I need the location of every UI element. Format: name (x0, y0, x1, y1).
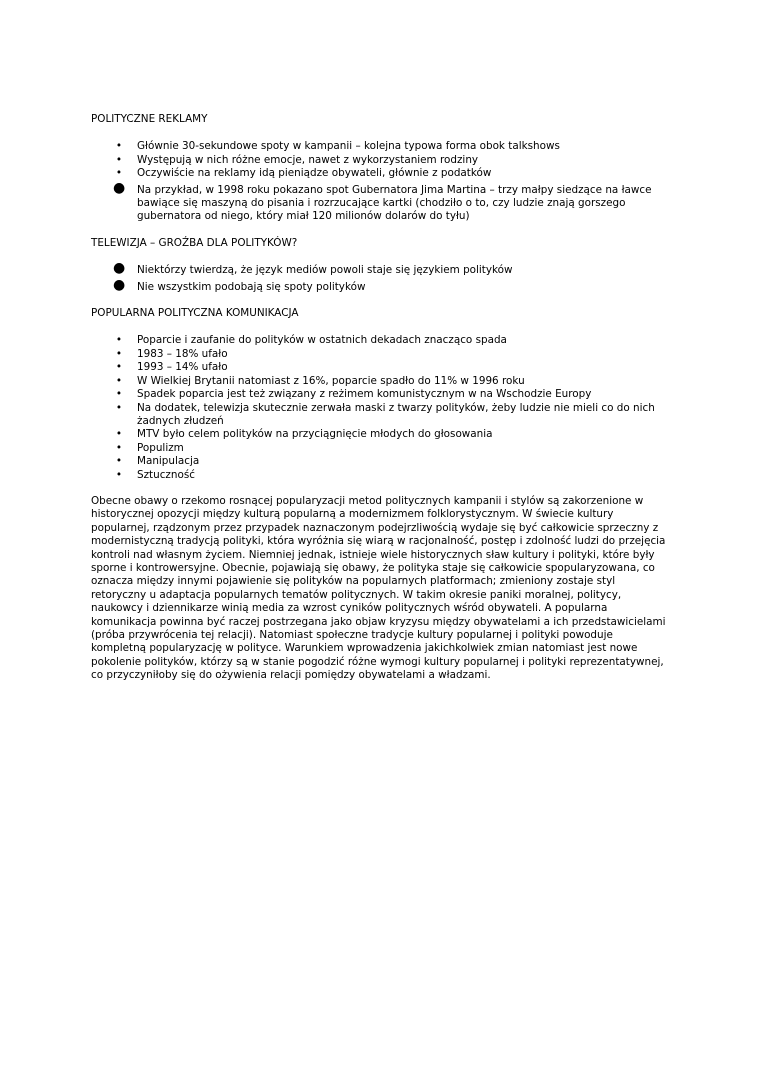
list-item-text: Nie wszystkim podobają się spoty polityków (137, 280, 366, 293)
list-item (91, 140, 671, 153)
bullet-icon: ● (113, 260, 126, 277)
list-item (91, 179, 671, 224)
document-page (91, 113, 671, 683)
body-paragraph: Obecne obawy o rzekomo rosnącej popularyzacji metod politycznych kampanii i stylów są zakorzenione w historycznej opozycji między kulturą popularną a modernizmem folklorystycznym. W świecie kultury popularnej, rządzonym przez przypadek naznaczonym podejrzliwością wydaje się być całkowicie sprzeczny z modernistyczną tradycją polityki, która wyróżnia się wiarą w racjonalność, postęp i zdolność ludzi do przejęcia kontroli nad własnym życiem. Niemniej jednak, istnieje wiele historycznych sław kultury i polityki, które były sporne i kontrowersyjne. Obecnie, pojawiają się obawy, że polityka staje się całkowicie spopularyzowana, co oznacza między innymi pojawienie się polityków na popularnych platformach; zmieniony zostaje styl retoryczny u adaptacja popularnych tematów politycznych. W takim okresie paniki moralnej, politycy, naukowcy i dziennikarze winią media za wzrost cyników politycznych wśród obywateli. A popularna komunikacja powinna być raczej postrzegana jako objaw kryzysu między obywatelami a ich przedstawicielami (próba przywrócenia tej relacji). Natomiast społeczne tradycje kultury popularnej i polityki powoduje kompletną popularyzację w polityce. Warunkiem wprowadzenia jakichkolwiek zmian natomiast jest nowe pokolenie polityków, którzy są w stanie pogodzić różne wymogi kultury popularnej i polityki reprezentatywnej, co przyczyniłoby się do ożywienia relacji pomiędzy obywatelami a władzami. (91, 494, 666, 682)
list-item (91, 402, 671, 429)
list-item-text: W Wielkiej Brytanii natomiast z 16%, poparcie spadło do 11% w 1996 roku (137, 374, 525, 387)
list-item (91, 428, 671, 441)
list-item (91, 375, 671, 388)
section-heading: POLITYCZNE REKLAMY (91, 113, 208, 125)
list-item (91, 455, 671, 468)
bullet-icon: • (115, 361, 123, 374)
bullet-icon: • (115, 441, 123, 454)
bullet-icon: • (115, 388, 123, 401)
bullet-icon: • (115, 347, 123, 360)
bullet-icon: • (115, 468, 123, 481)
bullet-icon: • (115, 334, 123, 347)
bullet-icon: • (115, 401, 123, 414)
list-item (91, 469, 671, 482)
list-item-text: Spadek poparcia jest też związany z reżimem komunistycznym w na Wschodzie Europy (137, 388, 592, 401)
list-item (91, 442, 671, 455)
bullet-icon: • (115, 455, 123, 468)
bullet-icon: • (115, 167, 123, 180)
list-item-text: Manipulacja (137, 455, 200, 468)
bullet-icon: • (115, 140, 123, 153)
bullet-icon: • (115, 153, 123, 166)
list-item-text: Oczywiście na reklamy idą pieniądze obywateli, głównie z podatków (137, 167, 492, 180)
list-item (91, 348, 671, 361)
list-item (91, 334, 671, 347)
list-item (91, 276, 671, 294)
bullet-list (91, 334, 671, 481)
list-item (91, 167, 671, 180)
bullet-icon: ● (113, 276, 126, 293)
list-item-text: Poparcie i zaufanie do polityków w ostatnich dekadach znacząco spada (137, 334, 507, 347)
list-item-text: 1993 – 14% ufało (137, 361, 228, 374)
list-item (91, 154, 671, 167)
bullet-icon: ● (113, 179, 126, 196)
list-item (91, 260, 671, 277)
list-item (91, 361, 671, 374)
bullet-icon: • (115, 428, 123, 441)
section-heading: POPULARNA POLITYCZNA KOMUNIKACJA (91, 307, 299, 320)
bullet-icon: • (115, 374, 123, 387)
list-item-text: Występują w nich różne emocje, nawet z wykorzystaniem rodziny (137, 153, 479, 166)
bullet-list (91, 140, 671, 223)
bullet-list (91, 260, 671, 294)
list-item-text: Niektórzy twierdzą, że język mediów powoli staje się językiem polityków (137, 264, 513, 277)
list-item-text: Populizm (137, 441, 184, 454)
list-item-text: Sztuczność (137, 468, 195, 481)
list-item (91, 388, 671, 401)
list-item-text: 1983 – 18% ufało (137, 347, 228, 360)
list-item-text: Na przykład, w 1998 roku pokazano spot Gubernatora Jima Martina – trzy małpy siedzące na ławce bawiące się maszyną do pisania i rozrzucające kartki (chodziło o to, czy ludzie znają gorszego gubernatora od niego, który miał 120 milionów dolarów do tyłu) (137, 183, 652, 223)
list-item-text: Głównie 30-sekundowe spoty w kampanii – kolejna typowa forma obok talkshows (137, 140, 560, 153)
section-heading: TELEWIZJA – GROŹBA DLA POLITYKÓW? (91, 236, 298, 249)
list-item-text: Na dodatek, telewizja skutecznie zerwała maski z twarzy polityków, żeby ludzie nie mieli co do nich żadnych złudzeń (137, 401, 655, 427)
list-item-text: MTV było celem polityków na przyciągnięcie młodych do głosowania (137, 428, 493, 441)
